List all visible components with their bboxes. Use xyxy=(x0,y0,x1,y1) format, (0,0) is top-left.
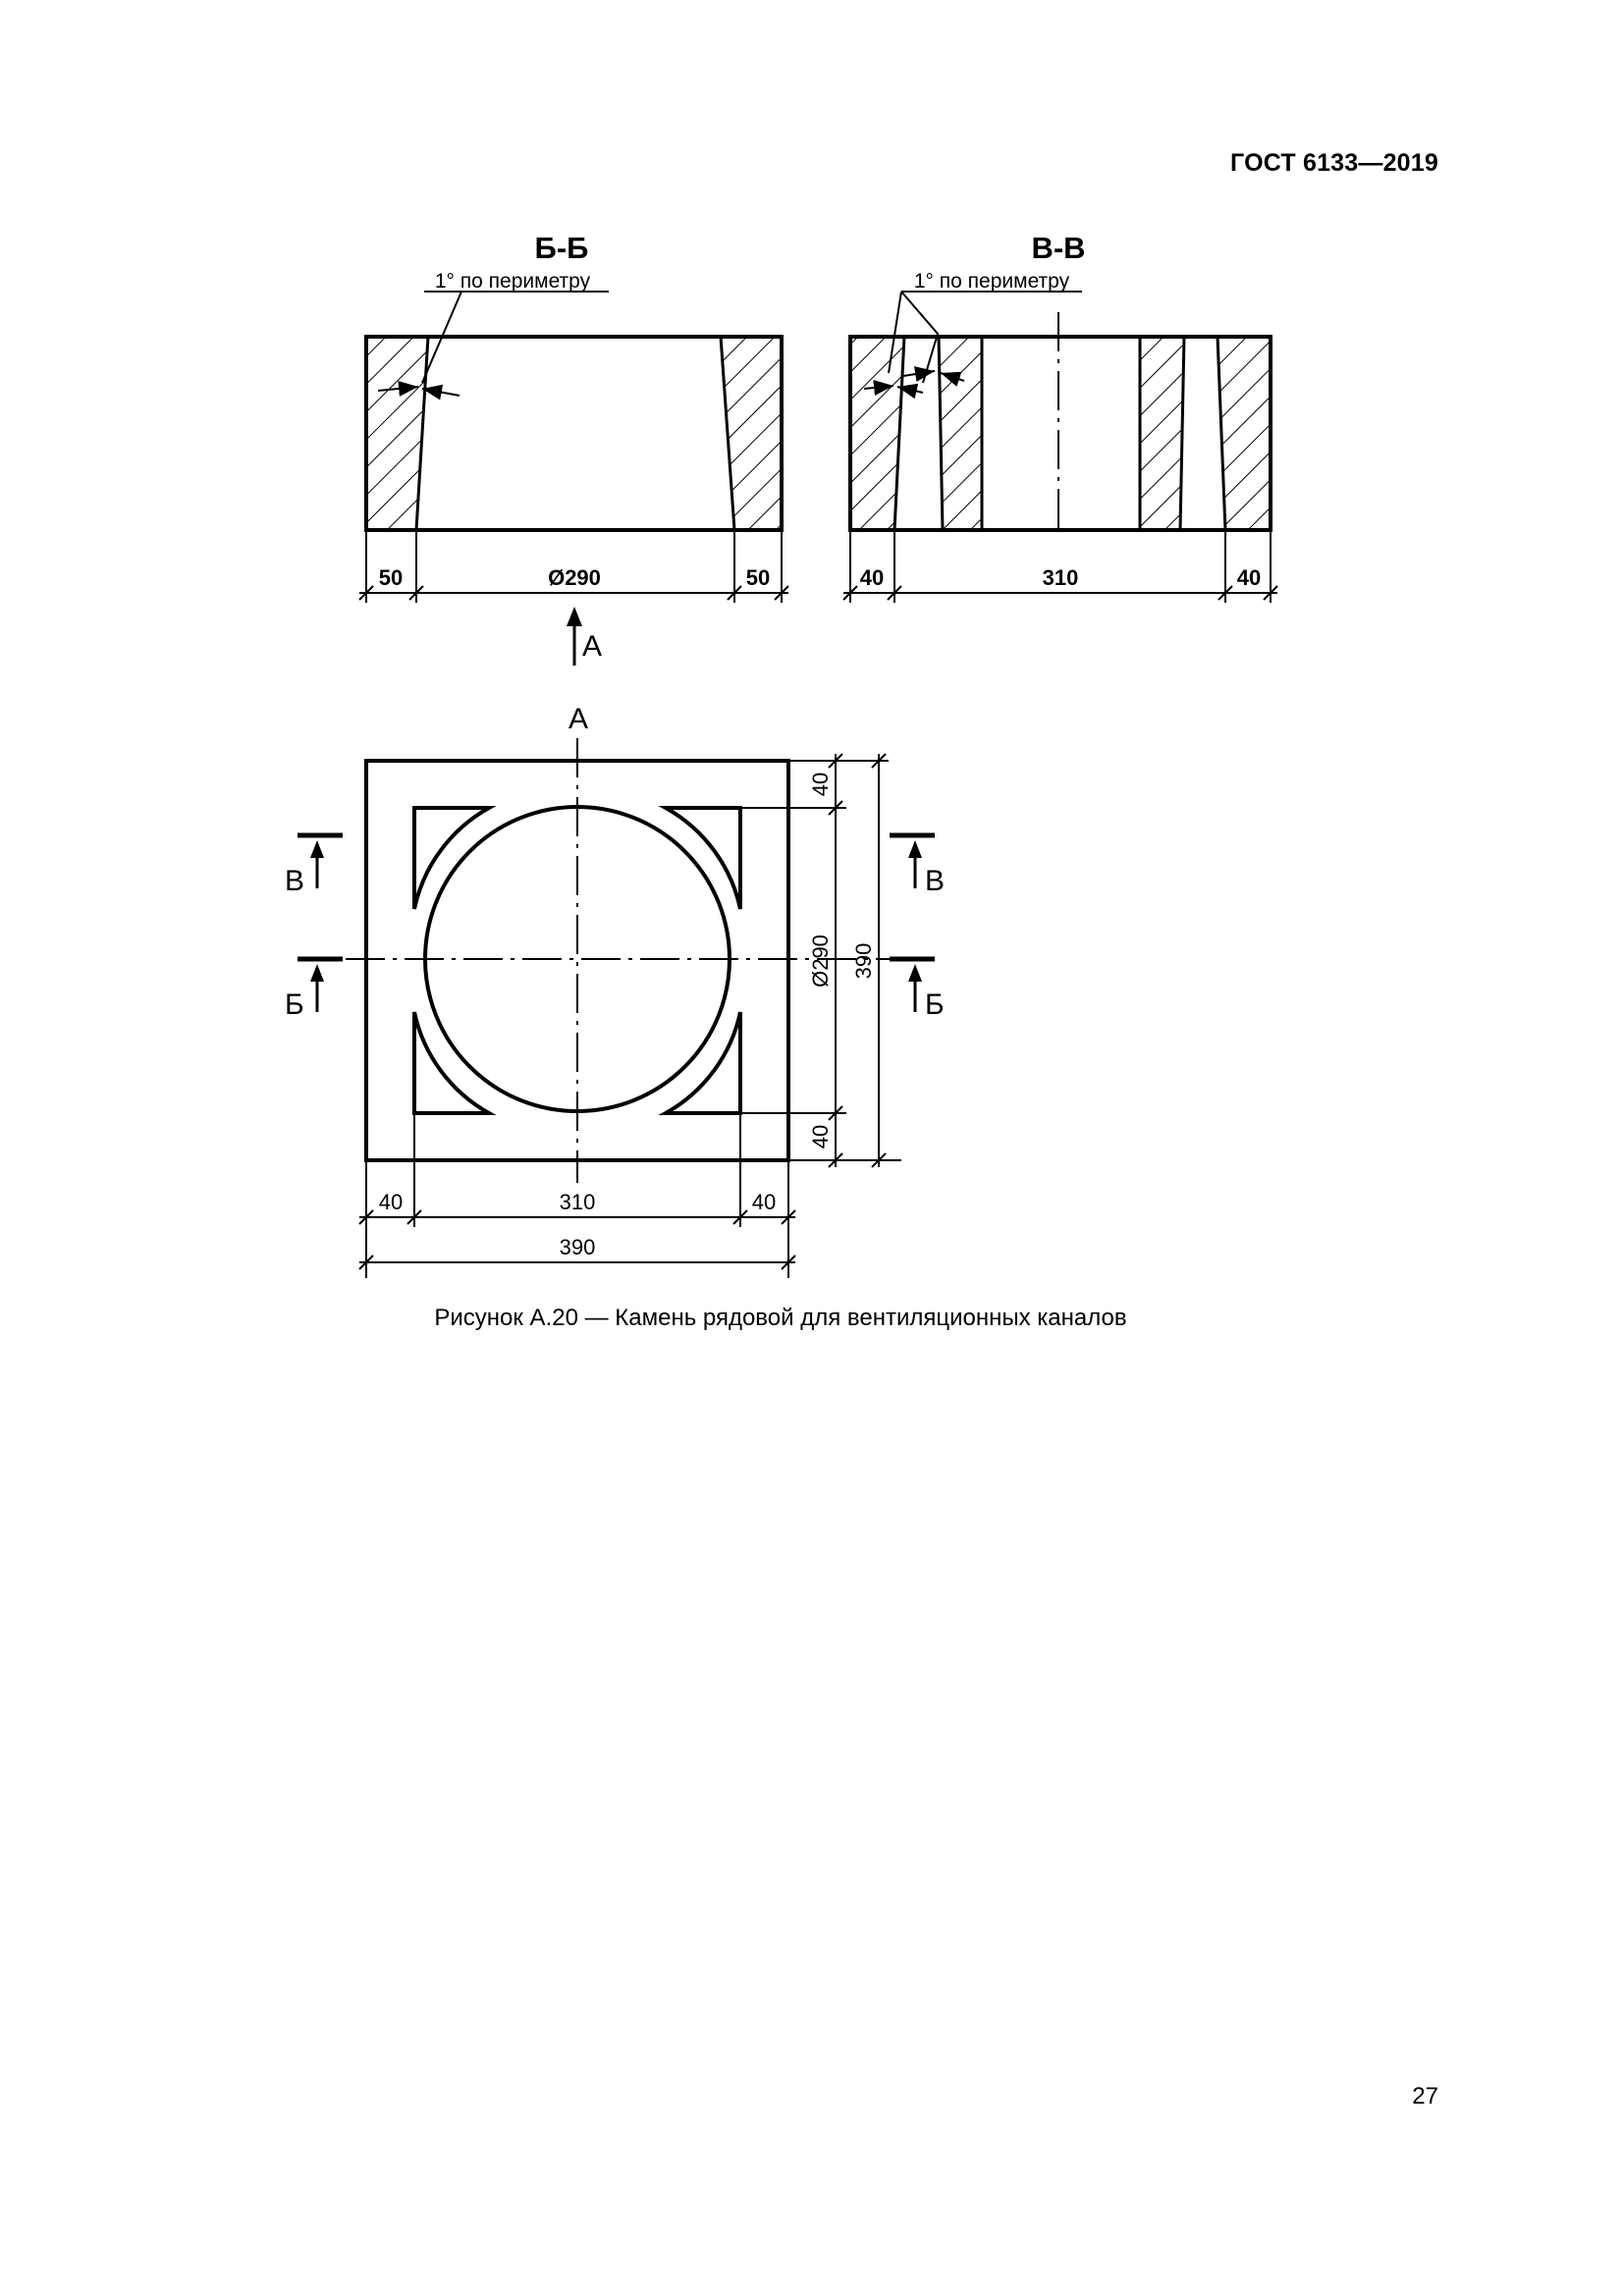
section-bb-left-wall xyxy=(366,337,428,530)
section-vv-wall-3 xyxy=(1140,337,1184,530)
section-vv-title: В-В xyxy=(1031,231,1086,265)
section-bb-title: Б-Б xyxy=(534,231,589,265)
section-vv xyxy=(843,231,1277,603)
cut-marker-v-right xyxy=(890,835,945,897)
section-vv-wall-4 xyxy=(1218,337,1271,530)
section-vv-wall-1 xyxy=(850,337,904,530)
section-bb-dim-center: Ø290 xyxy=(548,565,601,590)
cut-label-v-right: В xyxy=(925,865,946,897)
page-number: 27 xyxy=(1412,2083,1438,2109)
view-arrow-a xyxy=(567,607,602,666)
plan-corner-channel-bl xyxy=(414,1012,489,1113)
cut-label-b-left: Б xyxy=(285,988,304,1021)
section-bb-dim-right: 50 xyxy=(745,565,771,590)
cut-marker-v-left xyxy=(285,835,343,897)
plan-dim-bottom-left: 40 xyxy=(378,1190,404,1214)
plan-corner-channel-tr xyxy=(666,808,740,909)
plan-dim-right-center: Ø290 xyxy=(808,934,833,988)
plan-corner-channel-br xyxy=(666,1012,740,1113)
section-vv-note: 1° по периметру xyxy=(913,270,1070,293)
plan-corner-channel-tl xyxy=(414,808,489,909)
cut-marker-b-right xyxy=(890,959,945,1021)
section-bb-note: 1° по периметру xyxy=(434,270,591,293)
plan-dim-bottom-right: 40 xyxy=(751,1190,777,1214)
figure-caption: Рисунок А.20 — Камень рядовой для вентиляционных каналов xyxy=(434,1305,1127,1331)
plan-dim-right-top: 40 xyxy=(808,772,833,797)
section-vv-outline xyxy=(850,337,1271,530)
cut-label-v-left: В xyxy=(285,865,305,897)
section-vv-dim-right: 40 xyxy=(1236,565,1262,590)
section-vv-dim-left: 40 xyxy=(859,565,885,590)
plan-dim-bottom-total: 390 xyxy=(559,1235,596,1259)
plan-dim-right-bottom: 40 xyxy=(808,1124,833,1149)
cut-marker-b-left xyxy=(285,959,343,1021)
section-bb-dim-left: 50 xyxy=(378,565,404,590)
section-bb-right-wall xyxy=(721,337,782,530)
plan-dim-bottom-center: 310 xyxy=(559,1190,596,1214)
document-header: ГОСТ 6133—2019 xyxy=(1230,149,1438,177)
cut-label-b-right: Б xyxy=(925,988,945,1021)
section-bb xyxy=(359,231,788,603)
section-vv-wall-2 xyxy=(939,337,982,530)
plan-dim-right-total: 390 xyxy=(851,942,876,980)
view-arrow-a-label: А xyxy=(582,630,603,663)
plan-view-label: А xyxy=(568,703,589,735)
plan-view xyxy=(285,703,945,1278)
section-vv-dim-center: 310 xyxy=(1042,565,1079,590)
